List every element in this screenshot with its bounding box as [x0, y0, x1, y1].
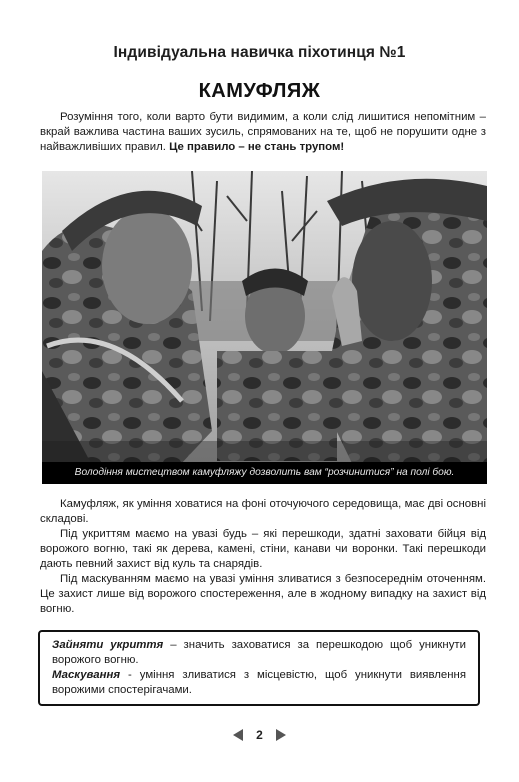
photo-illustration [42, 171, 487, 484]
definition-text: – значить заховатися за перешкодою щоб уникнути ворожого вогню. [52, 639, 466, 666]
intro-text: Розуміння того, коли варто бути видимим, а коли слід лишитися непомітним – вкрай важлива частина ваших зусиль, спрямованих на те, щоб не порушити одне з найважливіших правил. [40, 111, 486, 153]
triangle-left-icon[interactable] [232, 728, 244, 742]
definitions-box [38, 630, 480, 706]
definition-term: Маскування [52, 669, 121, 681]
body-paragraph: Камуфляж, як уміння ховатися на фоні оточуючого середовища, має дві основні складові. [40, 498, 486, 525]
intro-paragraph [40, 110, 486, 155]
section-heading: Індивідуальна навичка піхотинця №1 [113, 44, 406, 61]
definition-term: Зайняти укриття [52, 639, 164, 651]
body-paragraph: Під маскуванням маємо на увазі уміння зливатися з безпосереднім оточенням. Це захист лише від ворожого спостереження, але в жодному випадку на захист від вогню. [40, 573, 486, 615]
definition-cover [52, 638, 466, 668]
definition-camouflage [52, 668, 466, 698]
body-text [40, 497, 486, 617]
body-paragraph: Під укриттям маємо на увазі будь – які перешкоди, здатні заховати бійця від ворожого вогню, такі як дерева, камені, стіни, канави чи воронки. Такі перешкоди дають певний захист від куль та снарядів. [40, 528, 486, 570]
camouflage-photo [42, 171, 487, 484]
triangle-right-icon[interactable] [275, 728, 287, 742]
page-title: КАМУФЛЯЖ [198, 80, 321, 102]
intro-emphasis: Це правило – не стань трупом! [169, 141, 345, 153]
definition-text: - уміння зливатися з місцевістю, щоб уникнути виявлення ворожими спостерігачами. [52, 669, 466, 696]
pagination [0, 726, 519, 744]
photo-caption: Володіння мистецтвом камуфляжу дозволить вам “розчинитися” на полі бою. [42, 462, 487, 484]
page-number: 2 [256, 728, 263, 742]
